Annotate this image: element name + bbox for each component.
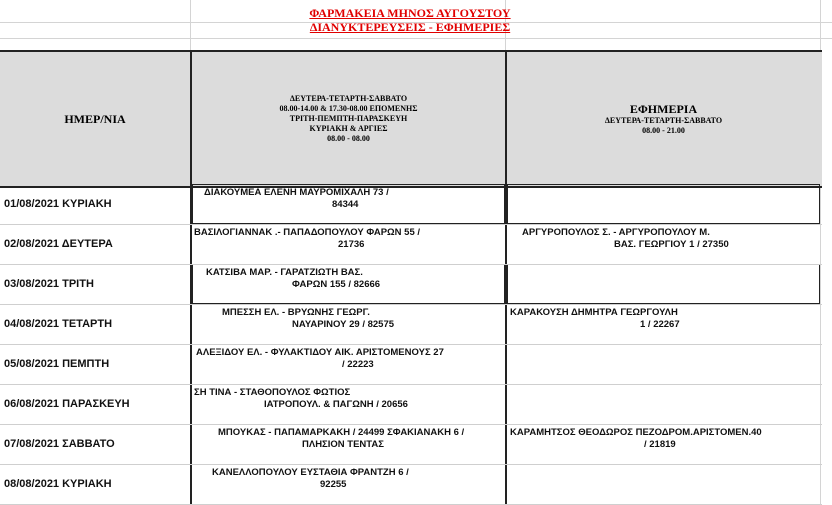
duty-line: ΠΛΗΣΙΟΝ ΤΕΝΤΑΣ bbox=[302, 439, 384, 450]
duty-line: 21736 bbox=[338, 239, 365, 250]
row-duty bbox=[212, 467, 409, 491]
header-duty-line: 08.00 - 08.00 bbox=[327, 134, 370, 143]
duty-line: ΔΙΑΚΟΥΜΕΑ ΕΛΕΝΗ ΜΑΥΡΟΜΙΧΑΛΗ 73 / bbox=[204, 187, 389, 198]
duty-line: ΒΑΣΙΛΟΓΙΑΝΝΑΚ .- ΠΑΠΑΔΟΠΟΥΛΟΥ ΦΑΡΩΝ 55 / bbox=[194, 227, 421, 238]
header-oncall-line: ΔΕΥΤΕΡΑ-ΤΕΤΑΡΤΗ-ΣΑΒΒΑΤΟ bbox=[604, 115, 723, 125]
table-row bbox=[0, 264, 822, 305]
oncall-line: ΒΑΣ. ΓΕΩΡΓΙΟΥ 1 / 27350 bbox=[614, 239, 729, 250]
header-duty-line: ΚΥΡΙΑΚΗ & ΑΡΓΙΕΣ bbox=[309, 124, 388, 133]
title-line-1: ΦΑΡΜΑΚΕΙΑ ΜΗΝΟΣ ΑΥΓΟΥΣΤΟΥ bbox=[309, 6, 511, 20]
row-duty bbox=[206, 267, 380, 291]
row-oncall bbox=[510, 307, 680, 331]
document-title bbox=[190, 6, 630, 34]
title-line-2: ΔΙΑΝΥΚΤΕΡΕΥΣΕΙΣ - ΕΦΗΜΕΡΙΕΣ bbox=[309, 20, 511, 34]
row-date: 08/08/2021 ΚΥΡΙΑΚΗ bbox=[4, 478, 112, 490]
table-row bbox=[0, 344, 822, 385]
header-oncall bbox=[507, 52, 820, 186]
oncall-line: ΚΑΡΑΚΟΥΣΗ ΔΗΜΗΤΡΑ ΓΕΩΡΓΟΥΛΗ bbox=[510, 307, 678, 318]
row-date: 04/08/2021 ΤΕΤΑΡΤΗ bbox=[4, 318, 113, 330]
row-duty bbox=[218, 427, 464, 451]
row-duty bbox=[222, 307, 394, 331]
row-duty bbox=[204, 187, 389, 211]
row-oncall bbox=[510, 427, 762, 451]
header-date: ΗΜΕΡ/ΝΙΑ bbox=[64, 111, 126, 126]
duty-line: ΜΠΕΣΣΗ ΕΛ. - ΒΡΥΩΝΗΣ ΓΕΩΡΓ. bbox=[222, 307, 370, 318]
table-row bbox=[0, 184, 822, 225]
oncall-line: ΚΑΡΑΜΗΤΣΟΣ ΘΕΟΔΩΡΟΣ ΠΕΖΟΔΡΟΜ.ΑΡΙΣΤΟΜΕΝ.40 bbox=[510, 427, 762, 438]
row-date: 07/08/2021 ΣΑΒΒΑΤΟ bbox=[4, 438, 115, 450]
row-date: 05/08/2021 ΠΕΜΠΤΗ bbox=[4, 358, 110, 370]
row-oncall bbox=[522, 227, 729, 251]
row-date: 03/08/2021 ΤΡΙΤΗ bbox=[4, 278, 94, 290]
oncall-line: 1 / 22267 bbox=[640, 319, 680, 330]
row-duty bbox=[196, 347, 444, 371]
duty-line: ΚΑΤΣΙΒΑ ΜΑΡ. - ΓΑΡΑΤΖΙΩΤΗ ΒΑΣ. bbox=[206, 267, 363, 278]
table-row bbox=[0, 424, 822, 465]
duty-line: ΙΑΤΡΟΠΟΥΛ. & ΠΑΓΩΝΗ / 20656 bbox=[264, 399, 408, 410]
oncall-line: ΑΡΓΥΡΟΠΟΥΛΟΣ Σ. - ΑΡΓΥΡΟΠΟΥΛΟΥ Μ. bbox=[522, 227, 710, 238]
header-duty-line: ΤΡΙΤΗ-ΠΕΜΠΤΗ-ΠΑΡΑΣΚΕΥΗ bbox=[289, 114, 408, 123]
header-oncall-title: ΕΦΗΜΕΡΙΑ bbox=[629, 101, 698, 116]
grid-line bbox=[0, 38, 832, 39]
duty-line: ΜΠΟΥΚΑΣ - ΠΑΠΑΜΑΡΚΑΚΗ / 24499 ΣΦΑΚΙΑΝΑΚΗ 6 / bbox=[218, 427, 465, 438]
table-row bbox=[0, 384, 822, 425]
header-oncall-line: 08.00 - 21.00 bbox=[642, 125, 685, 135]
table-row bbox=[0, 304, 822, 345]
row-duty bbox=[194, 227, 420, 251]
duty-line: 92255 bbox=[320, 479, 347, 490]
duty-line: ΚΑΝΕΛΛΟΠΟΥΛΟΥ ΕΥΣΤΑΘΙΑ ΦΡΑΝΤΖΗ 6 / bbox=[212, 467, 409, 478]
table-row bbox=[0, 224, 822, 265]
duty-line: ΣΗ ΤΙΝΑ - ΣΤΑΘΟΠΟΥΛΟΣ ΦΩΤΙΟΣ bbox=[194, 387, 351, 398]
table-header bbox=[0, 50, 822, 188]
duty-line: ΝΑΥΑΡΙΝΟΥ 29 / 82575 bbox=[292, 319, 395, 330]
row-date: 02/08/2021 ΔΕΥΤΕΡΑ bbox=[4, 238, 113, 250]
oncall-line: / 21819 bbox=[644, 439, 676, 450]
header-duty-line: ΔΕΥΤΕΡΑ-ΤΕΤΑΡΤΗ-ΣΑΒΒΑΤΟ bbox=[289, 94, 408, 103]
header-duty bbox=[192, 52, 505, 186]
row-duty bbox=[194, 387, 408, 411]
table-row bbox=[0, 464, 822, 505]
header-duty-line: 08.00-14.00 & 17.30-08.00 ΕΠΟΜΕΝΗΣ bbox=[279, 104, 418, 113]
row-date: 01/08/2021 ΚΥΡΙΑΚΗ bbox=[4, 198, 112, 210]
duty-line: ΑΛΕΞΙΔΟΥ ΕΛ. - ΦΥΛΑΚΤΙΔΟΥ ΑΙΚ. ΑΡΙΣΤΟΜΕΝΟΥΣ 27 bbox=[196, 347, 444, 358]
duty-line: 84344 bbox=[332, 199, 359, 210]
duty-line: / 22223 bbox=[342, 359, 374, 370]
row-date: 06/08/2021 ΠΑΡΑΣΚΕΥΗ bbox=[4, 398, 130, 410]
duty-line: ΦΑΡΩΝ 155 / 82666 bbox=[292, 279, 381, 290]
